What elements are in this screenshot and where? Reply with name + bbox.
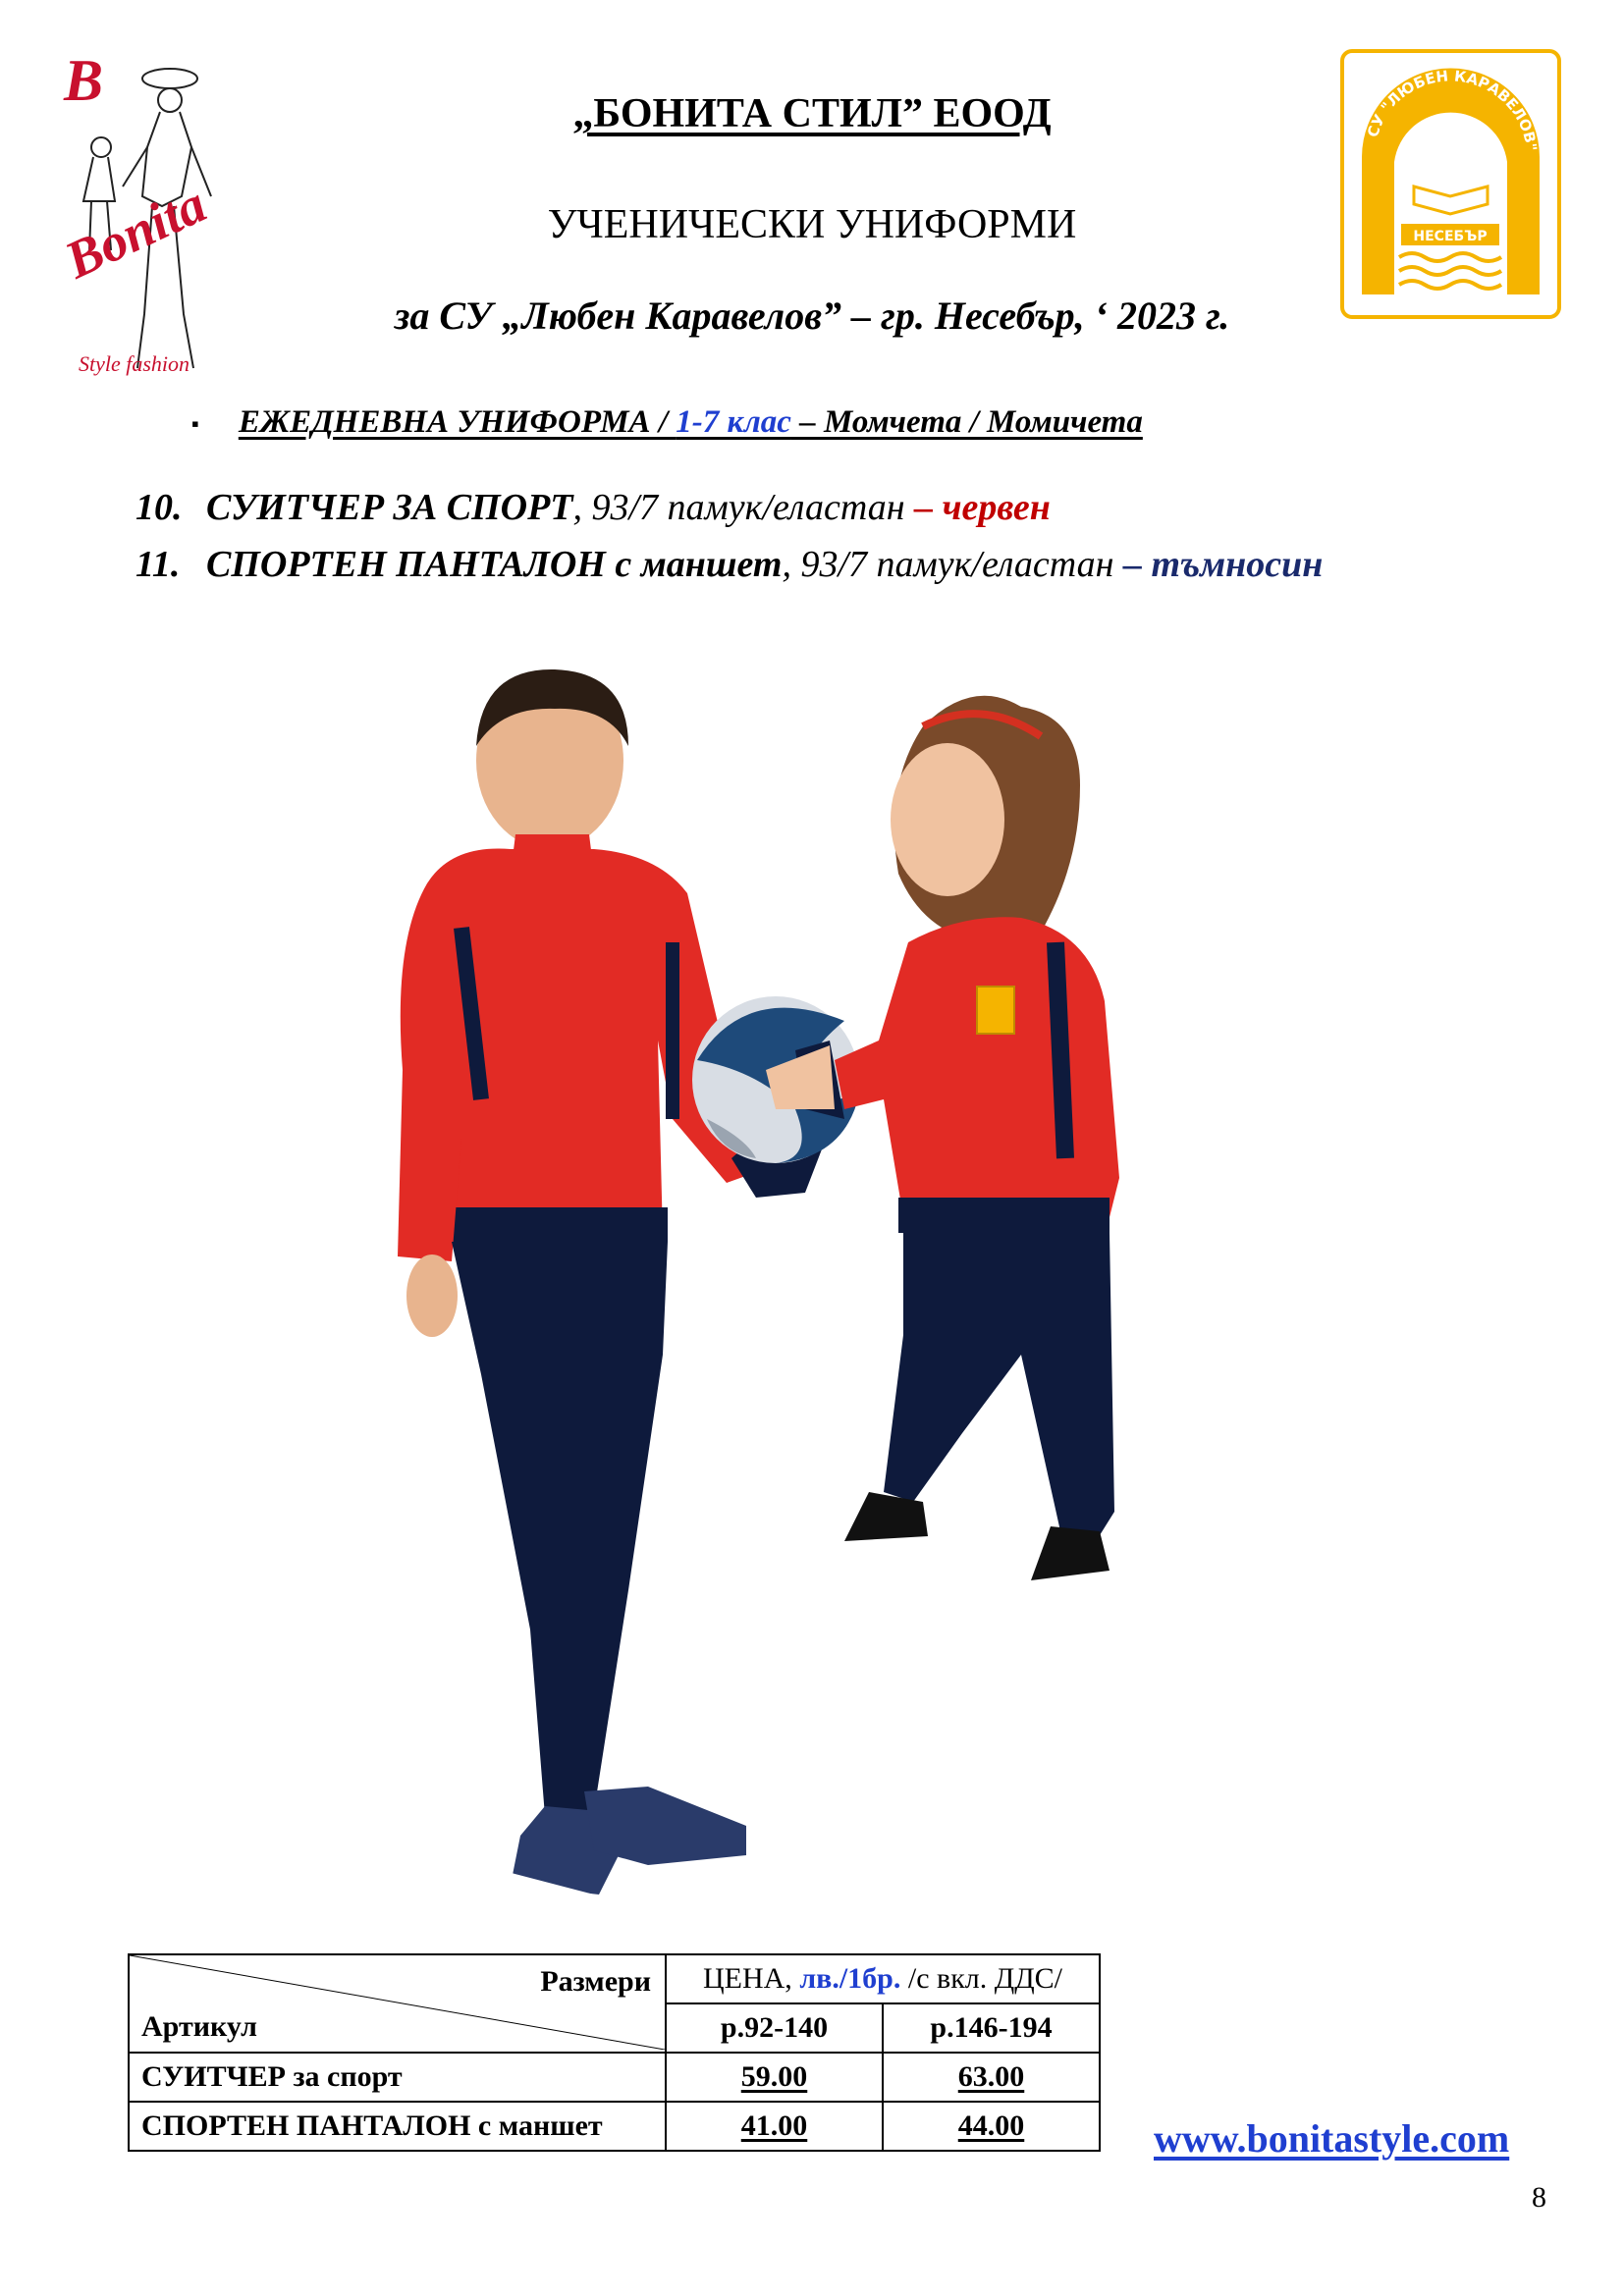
table-row	[129, 2053, 1100, 2102]
article-name: СПОРТЕН ПАНТАЛОН с маншет	[129, 2102, 666, 2151]
item-name: СУИТЧЕР ЗА СПОРТ	[206, 487, 573, 528]
table-header-corner	[129, 1954, 666, 2053]
item-number: 11.	[135, 544, 181, 585]
sizes-label: Размери	[540, 1965, 651, 1998]
boy-figure	[398, 669, 830, 1914]
section-grade: 1-7 клас	[676, 404, 791, 440]
price-label: ЦЕНА,	[702, 1962, 800, 1995]
item-sweatshirt	[135, 486, 1051, 529]
bonita-logo-text: Bonita	[56, 174, 215, 291]
page-number: 8	[1532, 2181, 1546, 2214]
document-title: УЧЕНИЧЕСКИ УНИФОРМИ	[547, 202, 1077, 247]
item-color: червен	[942, 487, 1051, 528]
svg-text:B: B	[64, 48, 104, 113]
price-cell: 41.00	[666, 2102, 883, 2151]
bonita-tagline: Style fashion	[79, 351, 190, 376]
website-link[interactable]: www.bonitastyle.com	[1154, 2116, 1510, 2161]
article-name: СУИТЧЕР за спорт	[129, 2053, 666, 2102]
price-cell: 44.00	[883, 2102, 1100, 2151]
item-color: тъмносин	[1151, 544, 1324, 585]
price-cell: 59.00	[666, 2053, 883, 2102]
price-unit: лв./1бр.	[799, 1962, 901, 1995]
item-number: 10.	[135, 487, 183, 528]
school-town: НЕСЕБЪР	[1413, 229, 1488, 244]
article-label: Артикул	[141, 2010, 257, 2043]
price-vat: /с вкл. ДДС/	[900, 1962, 1063, 1995]
section-heading	[191, 404, 1143, 441]
item-name: СПОРТЕН ПАНТАЛОН с маншет	[206, 544, 783, 585]
section-label: ЕЖЕДНЕВНА УНИФОРМА /	[238, 404, 677, 440]
section-rest: – Момчета / Момичета	[790, 404, 1143, 440]
document-subtitle: за СУ „Любен Каравелов” – гр. Несебър, ‘ 2023 г.	[394, 294, 1230, 338]
price-cell: 63.00	[883, 2053, 1100, 2102]
item-dash: –	[1123, 544, 1152, 585]
item-desc: , 93/7 памук/еластан	[572, 487, 915, 528]
table-row	[129, 2102, 1100, 2151]
item-dash: –	[914, 487, 943, 528]
price-table	[128, 1953, 1101, 2152]
svg-text:СУ "ЛЮБЕН КАРАВЕЛОВ": СУ "ЛЮБЕН КАРАВЕЛОВ"	[1363, 67, 1541, 152]
bullet-icon: ▪	[191, 411, 199, 437]
uniform-photo	[334, 648, 1296, 1924]
company-name: „БОНИТА СТИЛ” ЕООД	[572, 91, 1052, 136]
size-range-large: р.146-194	[883, 2003, 1100, 2053]
price-header	[666, 1954, 1100, 2003]
item-trousers	[135, 543, 1323, 586]
item-desc: , 93/7 памук/еластан	[782, 544, 1124, 585]
size-range-small: р.92-140	[666, 2003, 883, 2053]
